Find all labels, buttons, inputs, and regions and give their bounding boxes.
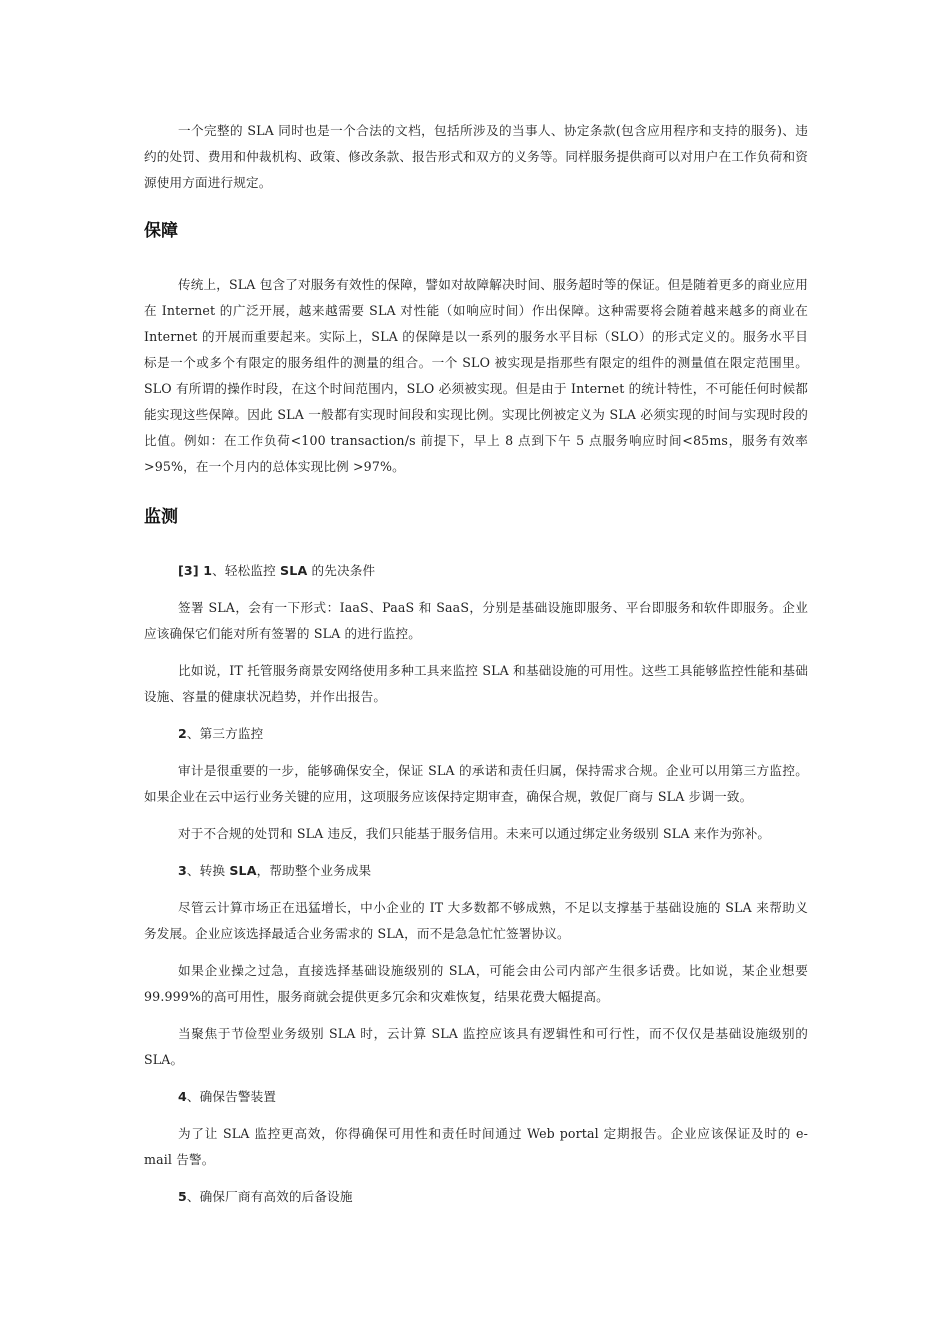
item1-number: [3] 1 (178, 563, 213, 578)
item1-title-bold: SLA (280, 563, 308, 578)
monitoring-heading: 监测 (144, 507, 178, 527)
item1-paragraph-2: 比如说，IT 托管服务商景安网络使用多种工具来监控 SLA 和基础设施的可用性。这些工具能够监控性能和基础设施、容量的健康状况趋势，并作出报告。 (144, 663, 808, 704)
item1-title-pre: 、轻松监控 (212, 563, 281, 578)
item3-paragraph-1: 尽管云计算市场正在迅猛增长，中小企业的 IT 大多数都不够成熟，不足以支撑基于基础设施的 SLA 来帮助义务发展。企业应该选择最适合业务需求的 SLA，而不是急急忙忙签署协议。 (144, 900, 808, 941)
item1-title-post: 的先决条件 (307, 563, 376, 578)
guarantee-heading: 保障 (144, 221, 178, 241)
item3-title-pre: 、转换 (186, 863, 230, 878)
item4-number: 4 (178, 1089, 187, 1104)
item3-title-bold: SLA (229, 863, 257, 878)
item3-paragraph-2: 如果企业操之过急，直接选择基础设施级别的 SLA，可能会由公司内部产生很多话费。比如说，某企业想要 99.999%的高可用性，服务商就会提供更多冗余和灾难恢复，结果花费大幅提高。 (144, 963, 808, 1004)
item4-title-text: 、确保告警装置 (186, 1089, 277, 1104)
item1-title (144, 558, 808, 584)
item2-paragraph-2: 对于不合规的处罚和 SLA 违反，我们只能基于服务信用。未来可以通过绑定业务级别 SLA 来作为弥补。 (178, 826, 771, 841)
item3-number: 3 (178, 863, 187, 878)
item2-title (144, 721, 808, 747)
guarantee-paragraph: 传统上，SLA 包含了对服务有效性的保障，譬如对故障解决时间、服务超时等的保证。但是随着更多的商业应用在 Internet 的广泛开展，越来越需要 SLA 对性能（如响应时间）作出保障。这种需要将会随着越来越多的商业在 Internet 的开展而重要起来。实际上，SLA 的保障是以一系列的服务水平目标（SLO）的形式定义的。服务水平目标是一个或多个有限定的服务组件的测量的组合。一个 SLO 被实现是指那些有限定的组件的测量值在限定范围里。SLO 有所谓的操作时段，在这个时间范围内，SLO 必须被实现。但是由于 Internet 的统计特性，不可能任何时候都能实现这些保障。因此 SLA 一般都有实现时间段和实现比例。实现比例被定义为 SLA 必须实现的时间与实现时段的比值。例如：在工作负荷<100 transaction/s 前提下，早上 8 点到下午 5 点服务响应时间<85ms，服务有效率>95%，在一个月内的总体实现比例 >97%。 (144, 277, 808, 474)
document-page (144, 118, 808, 1221)
intro-paragraph: 一个完整的 SLA 同时也是一个合法的文档，包括所涉及的当事人、协定条款(包含应用程序和支持的服务)、违约的处罚、费用和仲裁机构、政策、修改条款、报告形式和双方的义务等。同样服务提供商可以对用户在工作负荷和资源使用方面进行规定。 (144, 123, 808, 190)
item2-paragraph-1: 审计是很重要的一步，能够确保安全，保证 SLA 的承诺和责任归属，保持需求合规。企业可以用第三方监控。如果企业在云中运行业务关键的应用，这项服务应该保持定期审查，确保合规，敦促厂商与 SLA 步调一致。 (144, 763, 808, 804)
item3-paragraph-3: 当聚焦于节俭型业务级别 SLA 时，云计算 SLA 监控应该具有逻辑性和可行性，而不仅仅是基础设施级别的 SLA。 (144, 1026, 808, 1067)
item3-title-post: ，帮助整个业务成果 (256, 863, 372, 878)
item1-paragraph-1: 签署 SLA，会有一下形式：IaaS、PaaS 和 SaaS，分别是基础设施即服务、平台即服务和软件即服务。企业应该确保它们能对所有签署的 SLA 的进行监控。 (144, 600, 808, 641)
item4-paragraph-1: 为了让 SLA 监控更高效，你得确保可用性和责任时间通过 Web portal 定期报告。企业应该保证及时的 e-mail 告警。 (144, 1126, 808, 1167)
item5-title (144, 1184, 808, 1210)
item2-number: 2 (178, 726, 187, 741)
item3-title (144, 858, 808, 884)
item4-title (144, 1084, 808, 1110)
item5-title-text: 、确保厂商有高效的后备设施 (186, 1189, 353, 1204)
item2-title-text: 、第三方监控 (186, 726, 264, 741)
item5-number: 5 (178, 1189, 187, 1204)
